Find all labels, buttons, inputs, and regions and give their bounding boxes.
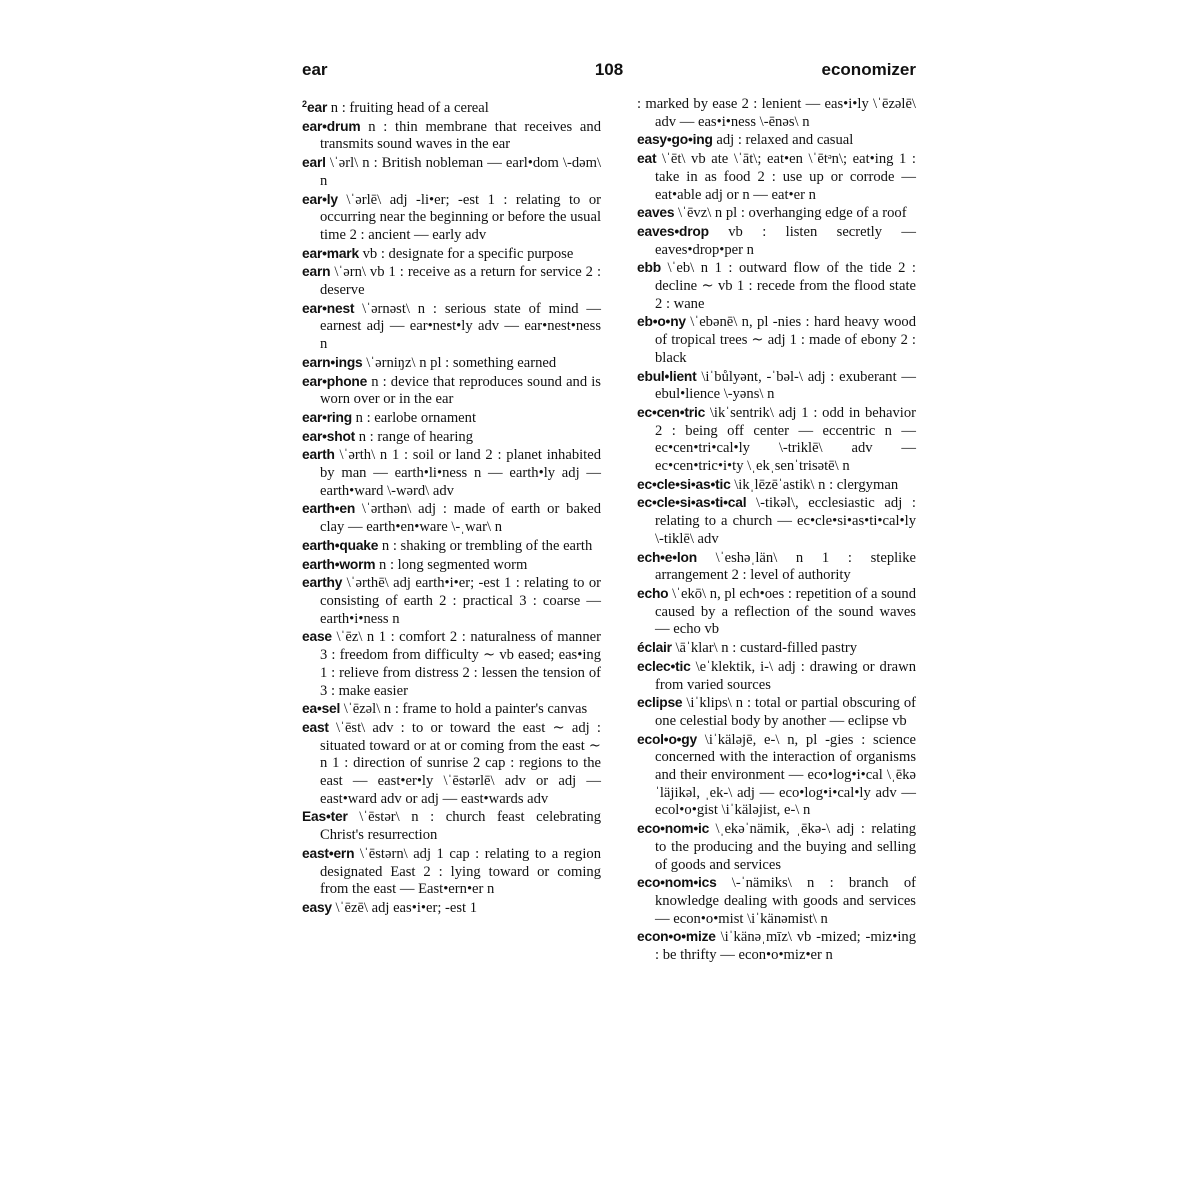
dictionary-entry (637, 639, 916, 658)
dictionary-entry (302, 245, 601, 264)
dictionary-entry (302, 154, 601, 190)
entry-headword: ear•ly (302, 191, 338, 207)
dictionary-entry (637, 204, 916, 223)
entry-definition: vb : listen secretly — eaves•drop•per n (655, 223, 916, 258)
entry-definition: \ˈēstər\ n : church feast celebrating Christ's resurrection (320, 809, 601, 844)
dictionary-entry (302, 354, 601, 373)
entry-definition: adj : relaxed and casual (712, 132, 854, 149)
entry-headword: ear•mark (302, 245, 359, 261)
entry-definition: \ˈēz\ n 1 : comfort 2 : naturalness of manner 3 : freedom from difficulty ∼ vb eased; eas•ing 1 : relieve from distress 2 : lessen the tension of 3 : make easier (320, 629, 601, 699)
page-number: 108 (594, 60, 624, 79)
entry-headword: earl (302, 155, 326, 171)
dictionary-entry (302, 428, 601, 447)
entry-headword: east (302, 719, 329, 735)
entry-headword: earth (302, 447, 335, 463)
entry-definition: n : fruiting head of a cereal (327, 100, 489, 116)
entry-headword: ear•shot (302, 428, 356, 444)
entry-headword: ec•cle•si•as•ti•cal (637, 495, 747, 511)
entry-headword: ebb (637, 260, 661, 276)
entry-definition: \ˈeshəˌlän\ n 1 : steplike arrangement 2 : level of authority (655, 549, 916, 584)
dictionary-entry (302, 300, 601, 354)
entry-headword: ec•cle•si•as•tic (637, 476, 731, 492)
entry-definition: vb : designate for a specific purpose (358, 245, 574, 262)
entry-definition: \ˈərth\ n 1 : soil or land 2 : planet inhabited by man — earth•li•ness n — earth•ly adj — earth•ward \-wərd\ adv (320, 447, 601, 499)
dictionary-entry (637, 150, 916, 204)
entry-definition: \ˈēzəl\ n : frame to hold a painter's canvas (340, 701, 588, 718)
entry-definition: \ˈēzē\ adj eas•i•er; -est 1 (331, 899, 478, 916)
entry-definition: \ˈərniŋz\ n pl : something earned (362, 354, 557, 371)
entry-headword: ec•cen•tric (637, 404, 706, 420)
entry-definition: \ˈekō\ n, pl ech•oes : repetition of a sound caused by a reflection of the sound waves — echo vb (655, 585, 916, 638)
entry-headword: earn•ings (302, 354, 363, 370)
entry-headword: Eas•ter (302, 809, 348, 825)
entry-definition: \ˈeb\ n 1 : outward flow of the tide 2 : decline ∼ vb 1 : recede from the flood state 2 : wane (655, 260, 916, 312)
entry-definition: \-ˈnämiks\ n : branch of knowledge dealing with goods and services — econ•o•mist \iˈkänəmist\ n (655, 875, 916, 927)
entry-columns (302, 96, 916, 1126)
entry-definition: \ˈərn\ vb 1 : receive as a return for service 2 : deserve (320, 264, 601, 299)
entry-definition: \ˈēstərn\ adj 1 cap : relating to a region designated East 2 : lying toward or coming from the east — East•ern•er n (320, 845, 601, 898)
dictionary-entry (302, 808, 601, 844)
entry-headword: eco•nom•ic (637, 821, 710, 837)
dictionary-entry (302, 96, 601, 118)
entry-definition: \iˈkänəˌmīz\ vb -mized; -miz•ing : be thrifty — econ•o•miz•er n (655, 929, 916, 964)
entry-definition: \ˈərnəst\ n : serious state of mind — earnest adj — ear•nest•ly adv — ear•nest•ness n (320, 300, 601, 353)
dictionary-entry (302, 556, 601, 575)
dictionary-entry (637, 223, 916, 259)
dictionary-entry (302, 446, 601, 500)
guide-word-left: ear (302, 60, 328, 79)
entry-headword: eaves (637, 205, 675, 221)
entry-definition: n : shaking or trembling of the earth (378, 537, 593, 554)
homograph-number: 2 (302, 99, 308, 109)
entry-headword: eclipse (637, 695, 683, 711)
entry-definition: n : long segmented worm (375, 556, 528, 573)
dictionary-entry (302, 191, 601, 245)
guide-word-right: economizer (821, 60, 916, 79)
entry-definition: \āˈklar\ n : custard-filled pastry (671, 640, 858, 657)
entry-definition: \ˈēvz\ n pl : overhanging edge of a roof (674, 205, 907, 222)
entry-headword: ear•nest (302, 300, 355, 316)
entry-headword: ear•ring (302, 409, 353, 425)
entry-headword: east•ern (302, 845, 355, 861)
entry-headword: ea•sel (302, 701, 341, 717)
entry-definition: \ˈərlē\ adj -li•er; -est 1 : relating to or occurring near the beginning or before the usual time 2 : ancient — early adv (320, 191, 601, 243)
dictionary-entry (302, 719, 601, 809)
entry-headword: ear•phone (302, 373, 368, 389)
dictionary-entry (302, 409, 601, 428)
entry-headword: ech•e•lon (637, 549, 697, 565)
entry-definition: \ˈərthən\ adj : made of earth or baked clay — earth•en•ware \-ˌwar\ n (320, 501, 601, 536)
entry-definition: \ˌekəˈnämik, ˌēkə-\ adj : relating to the producing and the buying and selling of goods and services (655, 821, 916, 873)
entry-definition: \ˈebənē\ n, pl -nies : hard heavy wood of tropical trees ∼ adj 1 : made of ebony 2 : black (655, 314, 916, 366)
entry-definition: \iˈklips\ n : total or partial obscuring of one celestial body by another — eclipse vb (655, 695, 916, 729)
dictionary-entry (637, 731, 916, 821)
entry-headword: eaves•drop (637, 223, 709, 239)
entry-definition: \ikˌlēzēˈastik\ n : clergyman (730, 476, 899, 493)
entry-definition: \ˈēst\ adv : to or toward the east ∼ adj : situated toward or at or coming from the east ∼ n 1 : direction of sunrise 2 cap : regions to the east — east•er•ly \ˈēstərlē\ adv or adj — east•ward adv or adj — east•wards adv (320, 719, 601, 807)
entry-definition: \ikˈsentrik\ adj 1 : odd in behavior 2 : being off center — eccentric n — ec•cen•tri•cal•ly \-triklē\ adv — ec•cen•tric•i•ty \ˌekˌsenˈtrisətē\ n (655, 404, 916, 475)
entry-definition: \iˈkäləjē, e-\ n, pl -gies : science concerned with the interaction of organisms and their environment — eco•log•i•cal \ˌēkəˈläjikəl, ˌek-\ adj — eco•log•i•cal•ly adv — ecol•o•gist \iˈkäləjist, e-\ n (655, 731, 916, 819)
entry-headword: ease (302, 629, 332, 645)
entry-definition: \ˈərthē\ adj earth•i•er; -est 1 : relating to or consisting of earth 2 : practical 3 : coarse — earth•i•ness n (320, 575, 601, 627)
dictionary-entry (637, 313, 916, 367)
right-column (637, 96, 916, 965)
entry-definition: \-tikəl\, ecclesiastic adj : relating to a church — ec•cle•si•as•ti•cal•ly \-tiklē\ adv (655, 495, 916, 547)
dictionary-entry (637, 694, 916, 730)
dictionary-entry (637, 259, 916, 313)
dictionary-entry (302, 628, 601, 700)
entry-headword: earth•quake (302, 537, 379, 553)
entry-headword: easy•go•ing (637, 132, 713, 148)
entry-headword: ebul•lient (637, 368, 697, 384)
entry-definition: \iˈbůlyənt, -ˈbəl-\ adj : exuberant — ebul•lience \-yəns\ n (655, 368, 916, 403)
dictionary-entry (637, 874, 916, 928)
dictionary-entry (302, 845, 601, 899)
entry-headword: ecol•o•gy (637, 731, 697, 747)
dictionary-entry (302, 373, 601, 409)
entry-headword: eb•o•ny (637, 314, 686, 330)
entry-headword: éclair (637, 640, 672, 656)
entry-definition: n : range of hearing (355, 428, 473, 445)
entry-headword: eclec•tic (637, 658, 691, 674)
entry-headword: easy (302, 899, 332, 915)
entry-definition: \ˈərl\ n : British nobleman — earl•dom \-dəm\ n (320, 155, 601, 189)
entry-headword: ear•drum (302, 118, 361, 134)
entry-definition: n : device that reproduces sound and is worn over or in the ear (320, 373, 601, 408)
dictionary-entry (637, 494, 916, 548)
dictionary-entry (302, 574, 601, 628)
dictionary-entry (637, 476, 916, 495)
dictionary-entry (637, 131, 916, 150)
entry-headword: eco•nom•ics (637, 875, 717, 891)
dictionary-entry (302, 537, 601, 556)
entry-headword: earthy (302, 575, 343, 591)
dictionary-entry (637, 96, 916, 131)
dictionary-entry (637, 820, 916, 874)
running-head (302, 58, 916, 84)
entry-headword: eat (637, 151, 657, 167)
entry-definition: n : thin membrane that receives and transmits sound waves in the ear (320, 118, 601, 153)
dictionary-entry (302, 500, 601, 536)
entry-definition: : marked by ease 2 : lenient — eas•i•ly \ˈēzəlē\ adv — eas•i•ness \-ēnəs\ n (637, 96, 916, 130)
entry-headword: echo (637, 585, 669, 601)
left-column (302, 96, 601, 918)
dictionary-entry (637, 928, 916, 964)
entry-headword: econ•o•mize (637, 929, 716, 945)
entry-headword: earth•en (302, 501, 356, 517)
entry-definition: \ˈēt\ vb ate \ˈāt\; eat•en \ˈētᵊn\; eat•ing 1 : take in as food 2 : use up or corrode — eat•able adj or n — eat•er n (655, 151, 916, 203)
dictionary-entry (637, 585, 916, 639)
entry-headword: earth•worm (302, 556, 376, 572)
dictionary-entry (637, 368, 916, 404)
dictionary-entry (302, 263, 601, 299)
entry-definition: \eˈklektik, i-\ adj : drawing or drawn from varied sources (655, 658, 916, 693)
entry-headword: earn (302, 264, 331, 280)
dictionary-entry (637, 404, 916, 476)
entry-definition: n : earlobe ornament (352, 409, 477, 426)
dictionary-page (302, 58, 916, 1138)
entry-headword: ear (307, 100, 328, 115)
dictionary-entry (637, 658, 916, 694)
dictionary-entry (302, 118, 601, 154)
dictionary-entry (302, 899, 601, 918)
dictionary-entry (302, 700, 601, 719)
dictionary-entry (637, 549, 916, 585)
